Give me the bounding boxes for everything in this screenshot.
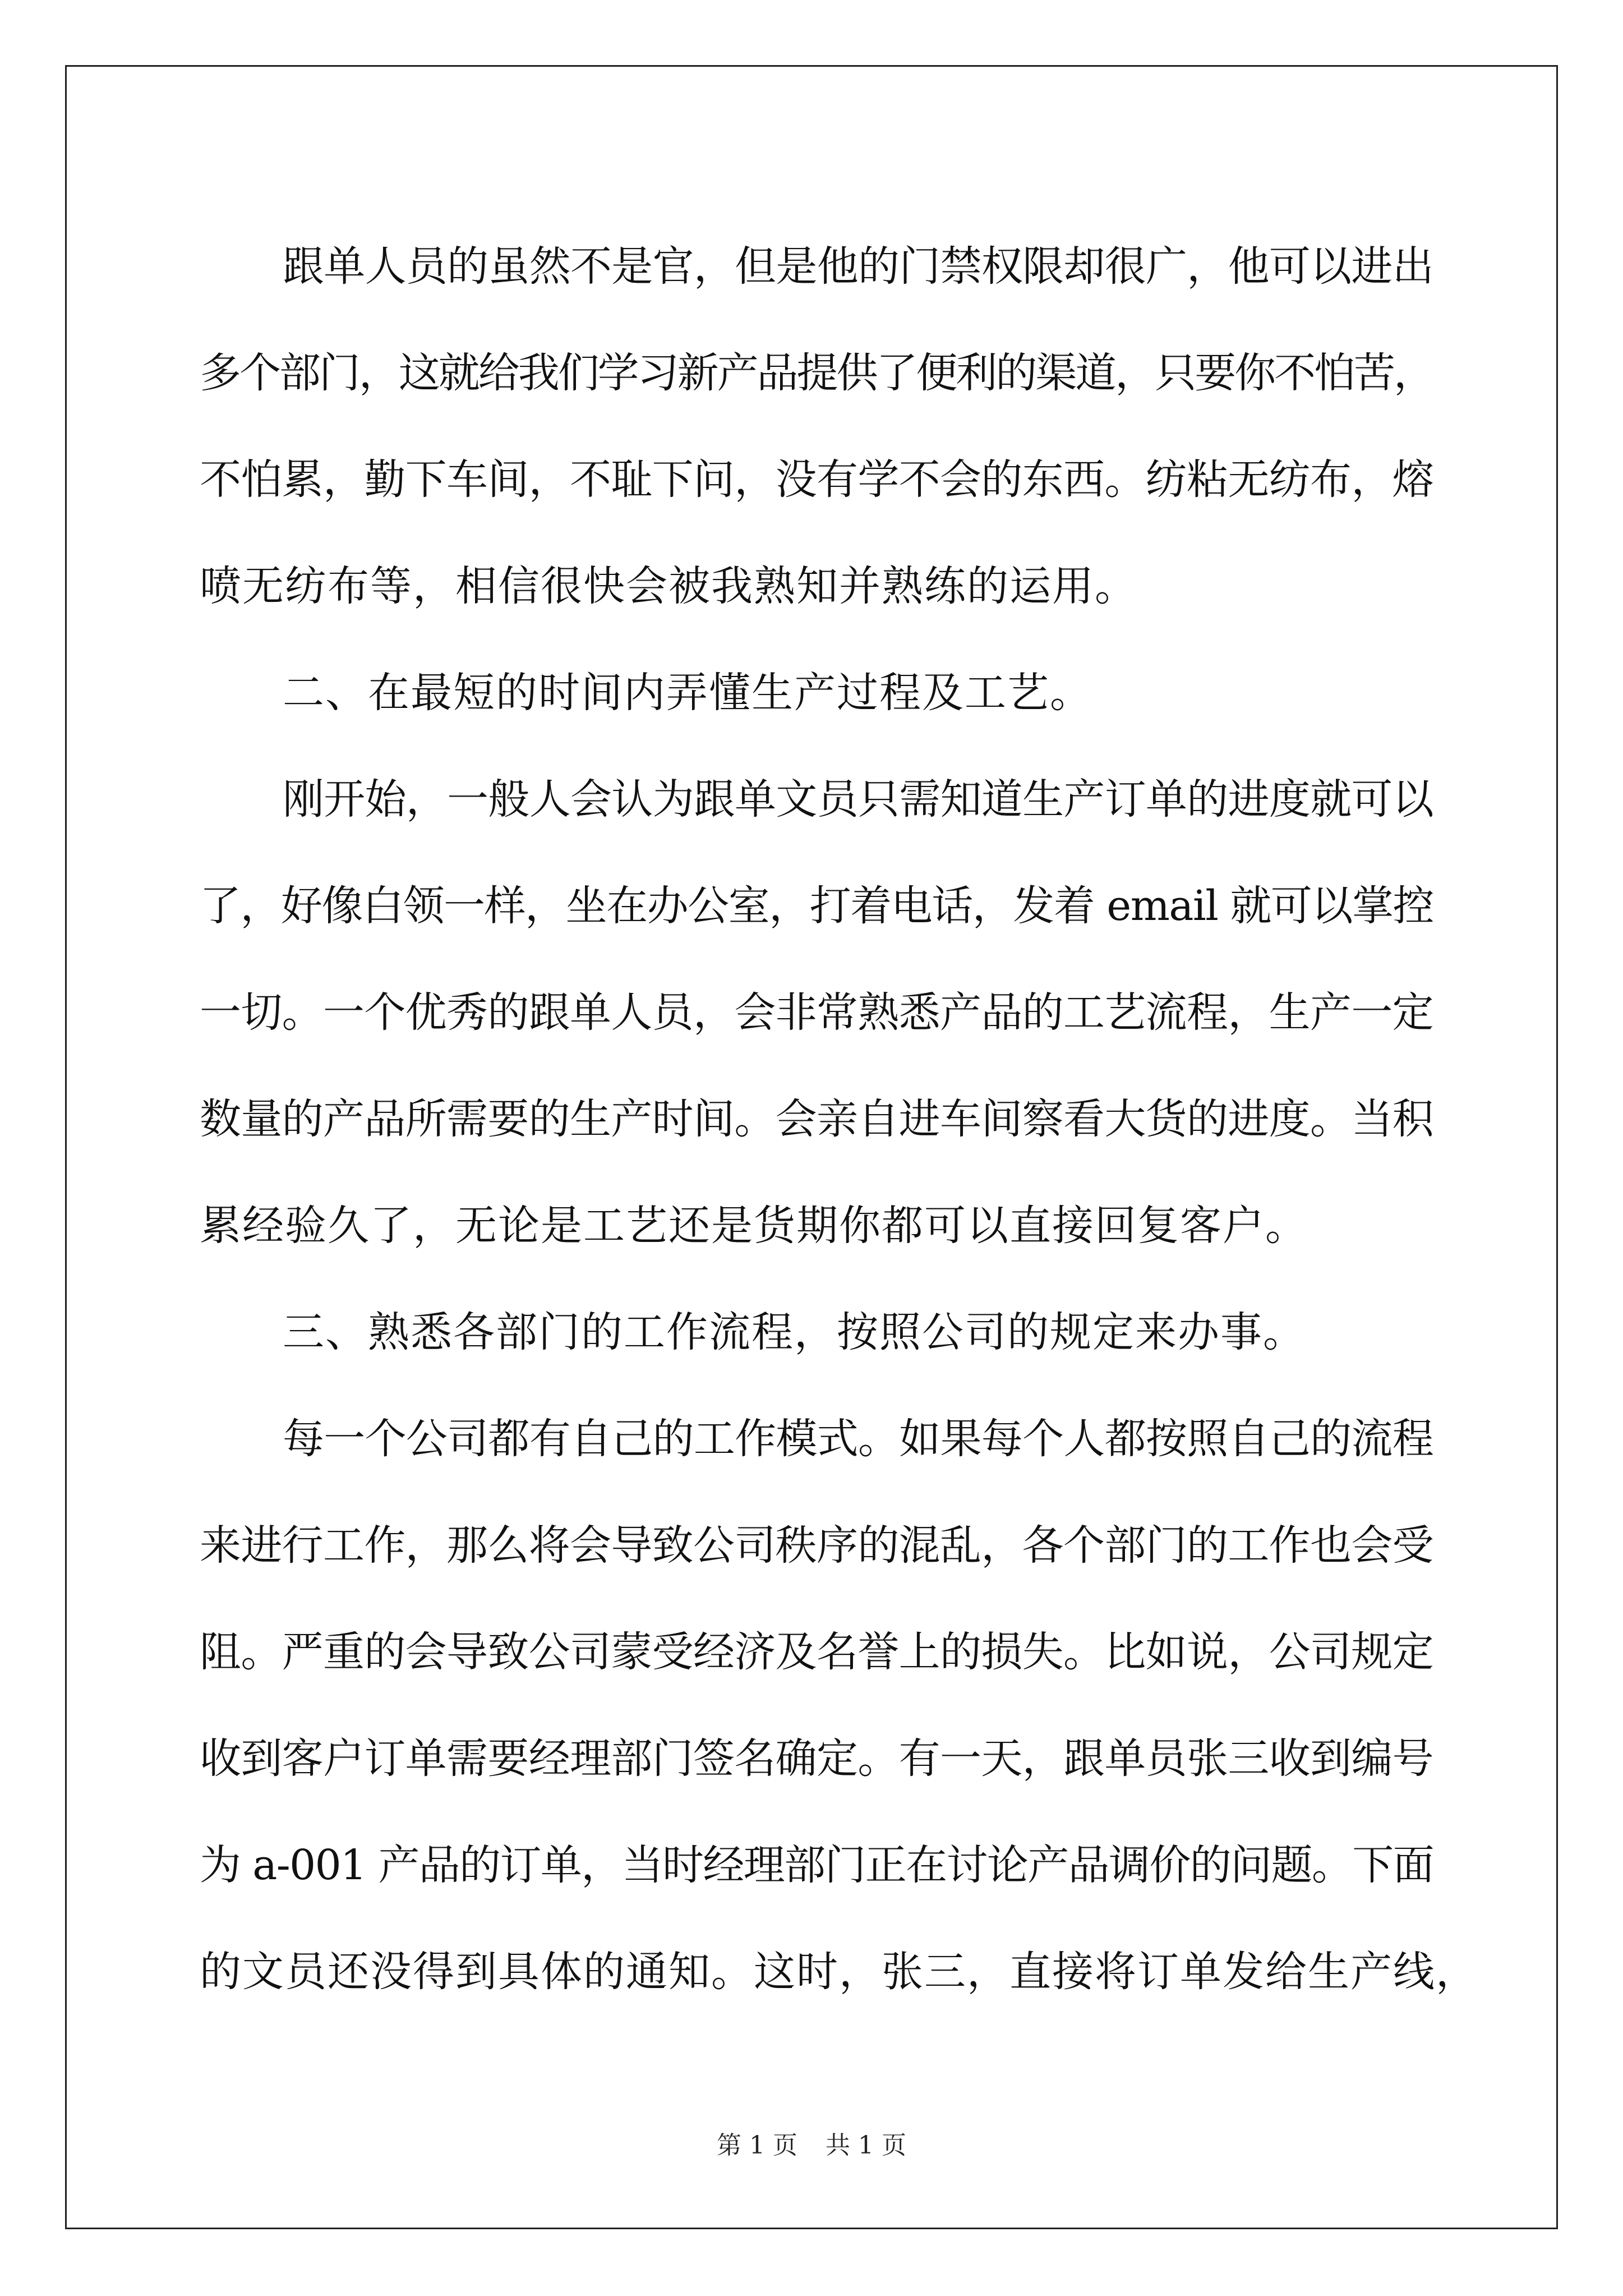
- text-line: 跟单人员的虽然不是官，但是他的门禁权限却很广，他可以进出: [283, 242, 1433, 291]
- page-total: 共 1 页: [826, 2131, 906, 2160]
- text-line: 每一个公司都有自己的工作模式。如果每个人都按照自己的流程: [283, 1415, 1433, 1463]
- text-line: 了，好像白领一样，坐在办公室，打着电话，发着 email 就可以掌控: [200, 882, 1433, 930]
- text-line: 的文员还没得到具体的通知。这时，张三，直接将订单发给生产线，: [200, 1948, 1478, 1996]
- text-line: 收到客户订单需要经理部门签名确定。有一天，跟单员张三收到编号: [200, 1734, 1433, 1783]
- text-line: 刚开始，一般人会认为跟单文员只需知道生产订单的进度就可以: [283, 775, 1433, 823]
- text-line: 累经验久了，无论是工艺还是货期你都可以直接回复客户。: [200, 1202, 1308, 1250]
- text-line: 二、在最短的时间内弄懂生产过程及工艺。: [283, 669, 1092, 717]
- page-number: 第 1 页: [717, 2131, 797, 2160]
- text-line: 多个部门，这就给我们学习新产品提供了便利的渠道，只要你不怕苦，: [200, 349, 1433, 397]
- section-heading: [200, 639, 1433, 746]
- text-line: 来进行工作，那么将会导致公司秩序的混乱，各个部门的工作也会受: [200, 1521, 1433, 1570]
- text-line: 为 a-001 产品的订单，当时经理部门正在讨论产品调价的问题。下面: [200, 1841, 1433, 1889]
- text-line: 不怕累，勤下车间，不耻下问，没有学不会的东西。纺粘无纺布，熔: [200, 455, 1433, 504]
- page-footer: [0, 2129, 1623, 2162]
- text-line: 一切。一个优秀的跟单人员，会非常熟悉产品的工艺流程，生产一定: [200, 988, 1433, 1037]
- text-line: 数量的产品所需要的生产时间。会亲自进车间察看大货的进度。当积: [200, 1095, 1433, 1143]
- paragraph: [200, 1386, 1478, 2025]
- paragraph: [200, 213, 1433, 639]
- text-line: 喷无纺布等，相信很快会被我熟知并熟练的运用。: [200, 562, 1137, 610]
- section-heading: [200, 1279, 1433, 1386]
- text-line: 阻。严重的会导致公司蒙受经济及名誉上的损失。比如说，公司规定: [200, 1628, 1433, 1676]
- document-body: [200, 213, 1478, 2025]
- text-line: 三、熟悉各部门的工作流程，按照公司的规定来办事。: [283, 1308, 1306, 1356]
- paragraph: [200, 746, 1433, 1279]
